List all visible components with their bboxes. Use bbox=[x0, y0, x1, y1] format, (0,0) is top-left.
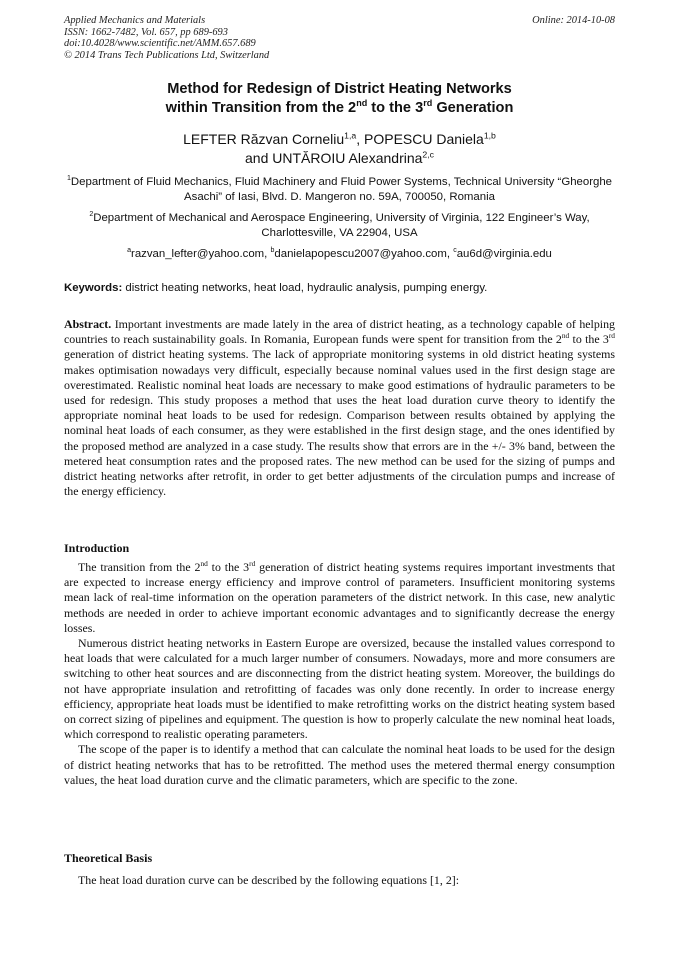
keywords bbox=[64, 281, 615, 296]
email-sup: c bbox=[453, 247, 457, 255]
doi-line[interactable]: doi:10.4028/www.scientific.net/AMM.657.689 bbox=[64, 38, 256, 50]
affiliation-1 bbox=[64, 175, 615, 205]
keywords-text: district heating networks, heat load, hydraulic analysis, pumping energy. bbox=[122, 282, 488, 294]
abstract bbox=[64, 317, 615, 499]
author-sup: 1,b bbox=[483, 130, 496, 141]
email-sup: b bbox=[270, 247, 275, 255]
email-sup: a bbox=[127, 247, 132, 255]
title-line-2 bbox=[64, 99, 615, 118]
abstract-label: Abstract. bbox=[64, 317, 112, 331]
authors-line-1 bbox=[64, 130, 615, 149]
journal-header bbox=[64, 15, 269, 61]
abstract-sup: rd bbox=[608, 331, 615, 341]
section-heading-theoretical-basis: Theoretical Basis bbox=[64, 851, 153, 865]
email-link[interactable]: danielapopescu2007@yahoo.com, bbox=[274, 248, 454, 260]
author-sup: 2,c bbox=[422, 149, 434, 160]
title-text: to the 3 bbox=[367, 100, 424, 116]
affiliation-sup: 2 bbox=[89, 211, 94, 219]
intro-paragraph-1 bbox=[64, 560, 615, 636]
email-link[interactable]: au6d@virginia.edu bbox=[456, 248, 552, 260]
email-link[interactable]: razvan_lefter@yahoo.com, bbox=[131, 248, 271, 260]
title-sup: nd bbox=[356, 98, 368, 109]
keywords-label: Keywords: bbox=[64, 282, 123, 294]
intro-sup: nd bbox=[200, 559, 208, 569]
abstract-text: Important investments are made lately in the area of district heating, as a technology capable of helping countries to reach sustainability goals. In Romania, European funds were spent for transition from the 2 bbox=[64, 317, 615, 347]
intro-sup: rd bbox=[249, 559, 256, 569]
author-sup: 1,a bbox=[344, 130, 357, 141]
theory-paragraph-1: The heat load duration curve can be described by the following equations [1, 2]: bbox=[78, 873, 460, 887]
email-list bbox=[64, 247, 615, 262]
title-text: within Transition from the 2 bbox=[165, 100, 357, 116]
title-line-1: Method for Redesign of District Heating Networks bbox=[167, 81, 512, 97]
section-heading-introduction: Introduction bbox=[64, 541, 130, 555]
abstract-text: to the 3 bbox=[569, 332, 609, 347]
author-list bbox=[64, 130, 615, 168]
title-text: Generation bbox=[432, 100, 514, 116]
title-sup: rd bbox=[423, 98, 433, 109]
journal-name: Applied Mechanics and Materials bbox=[64, 15, 206, 26]
intro-paragraph-3: The scope of the paper is to identify a method that can calculate the nominal heat loads to be used for the design of district heating networks that has to be retrofitted. The method uses the metered thermal energy consumption values, the heat load duration curve and the climatic parameters, which are specific to the zone. bbox=[64, 742, 615, 787]
online-date: Online: 2014-10-08 bbox=[532, 15, 615, 26]
issn-line: ISSN: 1662-7482, Vol. 657, pp 689-693 bbox=[64, 26, 228, 38]
intro-text: generation of district heating systems requires important investments that are expected to increase energy efficiency and improve control of parameters. Insufficient monitoring systems mean lack of real-time information on the operation parameters of the district network. In this case, new analytic methods are needed in order to achieve important economic advantages and to significantly decrease the energy losses. bbox=[64, 560, 615, 635]
affiliation-text: Department of Fluid Mechanics, Fluid Machinery and Fluid Power Systems, Technical University “Gheorghe Asachi” of Iasi, Blvd. D. Mangeron no. 59A, 700050, Romania bbox=[70, 176, 612, 203]
copyright-line: © 2014 Trans Tech Publications Ltd, Switzerland bbox=[64, 49, 270, 61]
affiliation-sup: 1 bbox=[67, 175, 71, 183]
author-name: LEFTER Răzvan Corneliu bbox=[183, 131, 345, 147]
abstract-text: generation of district heating systems. The lack of appropriate monitoring systems in old district heating systems makes optimisation nowadays very difficult, especially because nominal values used in the first design stage are overestimated. Realistic nominal heat loads are necessary to make good estimations of hydraulic parameters to be used for redesign. This study proposes a method that uses the heat load duration curve theory to identify the appropriate nominal heat loads to be used for redesign. Comparison between results obtained by applying the nominal heat loads of each consumer, as they were established in the first design stage, and the ones identified by the proposed method are analyzed in a case study. The results show that errors are in the +/- 3% band, between the metered heat consumption rates and the proposed rates. The new method can be used for the sizing of pumps and district heating networks after retrofit, in order to get better adjustments of the circulation pumps and increase of the energy efficiency. bbox=[64, 347, 615, 499]
author-separator: , bbox=[356, 131, 364, 147]
paper-title bbox=[64, 80, 615, 118]
affiliation-2 bbox=[64, 211, 615, 241]
author-name: and UNTĂROIU Alexandrina bbox=[245, 150, 423, 166]
abstract-sup: nd bbox=[561, 331, 570, 341]
authors-line-2 bbox=[64, 149, 615, 168]
intro-paragraph-2: Numerous district heating networks in Eastern Europe are oversized, because the installed values correspond to heat loads that were calculated for a much larger number of consumers. Nowadays, more and more consumers are switching to other heat sources and are disconnecting from the district heating system. Moreover, the buildings do not have appropriate insulation and retrofitting of facades was only done recently. In order to increase energy efficiency, appropriate heat loads must be identified to make retrofitting works on the district heating system based on correct sizing of pipelines and equipment. The question is how to properly calculate the new nominal heat loads, which correspond to realistic operating parameters. bbox=[64, 636, 615, 742]
affiliation-text: Department of Mechanical and Aerospace Engineering, University of Virginia, 122 Engineer’s Way, Charlottesville, VA 22904, USA bbox=[93, 212, 590, 239]
intro-text: The transition from the 2 bbox=[78, 560, 201, 574]
author-name: POPESCU Daniela bbox=[364, 131, 484, 147]
intro-text: to the 3 bbox=[207, 560, 250, 574]
introduction-body bbox=[64, 560, 615, 788]
